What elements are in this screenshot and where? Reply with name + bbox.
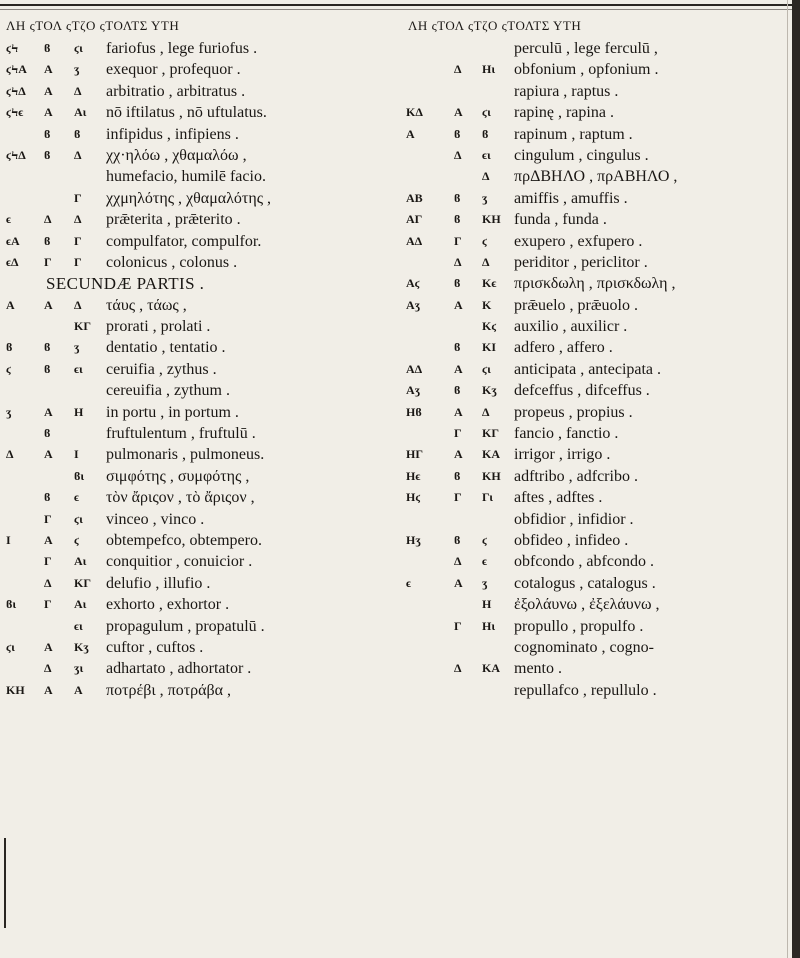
line-ref: ϐ: [44, 340, 51, 355]
line-number: ϛι: [74, 511, 83, 526]
line-ref: ϐ: [454, 532, 461, 547]
errata-row: [406, 680, 786, 701]
line-ref: Α: [454, 404, 463, 419]
errata-row: [406, 231, 786, 252]
errata-text: fruftulentum , fruftulū .: [106, 425, 256, 443]
errata-row: [6, 444, 306, 465]
line-ref: ϐ: [454, 212, 461, 227]
folio-number: ΑΔ: [406, 361, 423, 376]
errata-text: repullafco , repullulo .: [514, 681, 657, 699]
errata-text: compulfator, compulfor.: [106, 232, 262, 250]
errata-text: delufio , illufio .: [106, 574, 211, 592]
errata-text: irrigor , irrigo .: [514, 446, 611, 464]
line-number: Κ: [482, 297, 492, 312]
line-number: ϛ: [74, 532, 80, 547]
errata-text: pulmonaris , pulmoneus.: [106, 446, 265, 464]
errata-text: ἐξολάυνω , ἐξελάυνω ,: [514, 596, 660, 614]
errata-text: perculū , lege ferculū ,: [514, 40, 658, 57]
line-ref: ϐ: [44, 426, 51, 441]
errata-text: obfcondo , abfcondo .: [514, 553, 654, 571]
line-ref: Α: [44, 532, 53, 547]
errata-text: adfero , affero .: [514, 339, 613, 357]
line-ref: Α: [44, 297, 53, 312]
errata-text: cognominato , cogno-: [514, 638, 654, 656]
line-number: Αι: [74, 105, 87, 120]
errata-row: [6, 81, 306, 102]
line-ref: Α: [44, 447, 53, 462]
errata-row: [6, 359, 306, 380]
errata-text: conquitior , conuicior .: [106, 553, 253, 571]
folio-number: ϵ: [406, 575, 412, 590]
errata-row: [406, 124, 786, 145]
errata-row: [406, 209, 786, 230]
line-number: Δ: [74, 297, 82, 312]
errata-row: [6, 145, 306, 166]
errata-row: [406, 102, 786, 123]
errata-text: rapinum , raptum .: [514, 125, 633, 143]
errata-text: πρΔΒΗΛΟ , πρΑΒΗΛΟ ,: [514, 168, 678, 186]
errata-row: [406, 188, 786, 209]
errata-row: [6, 466, 306, 487]
line-ref: ϐ: [44, 126, 51, 141]
errata-row: [406, 59, 786, 80]
folio-number: ΗΓ: [406, 447, 423, 462]
line-ref: Γ: [454, 490, 462, 505]
errata-row: [406, 444, 786, 465]
errata-row: [6, 423, 306, 444]
errata-row: [406, 337, 786, 358]
folio-number: ϛϞΔ: [6, 147, 26, 162]
errata-row: [6, 637, 306, 658]
line-ref: Δ: [44, 212, 52, 227]
line-number: Αι: [74, 597, 87, 612]
line-number: ΚΑ: [482, 661, 500, 676]
errata-text: humefacio, humilē facio.: [106, 168, 266, 186]
errata-row: [406, 402, 786, 423]
errata-text: prǣterita , prǣterito .: [106, 211, 241, 229]
errata-row: [6, 188, 306, 209]
line-ref: Α: [454, 447, 463, 462]
right-column-header: ΛΗ ςΤΟΛ ςΤζΟ ςΤΟΛΤΣ ΥΤΗ: [408, 18, 582, 33]
line-number: Ηι: [482, 618, 496, 633]
errata-row: [406, 551, 786, 572]
line-ref: ϐ: [44, 361, 51, 376]
line-number: Δ: [482, 404, 490, 419]
errata-row: [406, 380, 786, 401]
errata-row: [406, 637, 786, 658]
errata-text: σιμφότης , συμφότης ,: [106, 467, 250, 485]
line-number: ΚΓ: [74, 319, 91, 334]
folio-number: Α: [406, 126, 415, 141]
errata-row: [6, 530, 306, 551]
errata-row: [6, 273, 306, 294]
errata-text: ποτρέβι , ποτράβα ,: [106, 681, 232, 699]
errata-row: [6, 38, 306, 59]
line-number: Δ: [482, 169, 490, 184]
line-ref: ϐ: [44, 233, 51, 248]
errata-text: funda , funda .: [514, 211, 607, 229]
line-number: Ι: [74, 447, 79, 462]
errata-row: [406, 359, 786, 380]
errata-text: fariofus , lege furiofus .: [106, 40, 258, 57]
folio-number: ʒ: [6, 404, 12, 419]
line-number: Δ: [74, 83, 82, 98]
errata-text: aftes , adftes .: [514, 489, 603, 507]
line-ref: Γ: [44, 597, 52, 612]
errata-text: propullo , propulfo .: [514, 617, 644, 635]
errata-row: [6, 337, 306, 358]
errata-text: obfideo , infideo .: [514, 531, 629, 549]
line-number: ΚΗ: [482, 468, 501, 483]
section-heading: SECUNDÆ PARTIS .: [46, 274, 205, 294]
line-ref: Α: [454, 361, 463, 376]
line-number: Γι: [482, 490, 493, 505]
errata-text: πρισκδωλη , πρισκδωλη ,: [514, 275, 676, 293]
errata-row: [6, 680, 306, 701]
folio-number: Ηϐ: [406, 404, 422, 419]
errata-row: [406, 145, 786, 166]
errata-text: defceffus , difceffus .: [514, 382, 650, 400]
line-ref: Α: [44, 105, 53, 120]
line-ref: Γ: [44, 554, 52, 569]
errata-row: [6, 209, 306, 230]
line-number: ϛι: [482, 105, 491, 120]
folio-number: ΑΔ: [406, 233, 423, 248]
folio-number: Ηʒ: [406, 532, 421, 547]
line-number: ϐ: [482, 126, 489, 141]
folio-number: ϛ: [6, 361, 12, 376]
line-number: ϛι: [74, 41, 83, 55]
errata-row: [6, 616, 306, 637]
line-number: Κʒ: [482, 383, 497, 398]
errata-text: amiffis , amuffis .: [514, 189, 628, 207]
errata-text: fancio , fanctio .: [514, 425, 619, 443]
line-ref: Α: [44, 404, 53, 419]
errata-text: obfidior , infidior .: [514, 510, 634, 528]
folio-number: ϛϞΔ: [6, 83, 26, 98]
errata-text: exequor , profequor .: [106, 61, 241, 79]
line-ref: Δ: [454, 62, 462, 77]
line-number: ʒ: [482, 190, 488, 205]
line-ref: Γ: [44, 254, 52, 269]
errata-row: [6, 166, 306, 187]
errata-text: τάυς , τάως ,: [106, 296, 187, 314]
line-ref: Δ: [454, 554, 462, 569]
folio-number: ΚΗ: [6, 682, 25, 697]
line-number: Κϛ: [482, 319, 497, 334]
errata-text: mento .: [514, 660, 562, 678]
folio-number: Ι: [6, 532, 11, 547]
folio-number: ΑΒ: [406, 190, 423, 205]
line-ref: Α: [44, 639, 53, 654]
line-number: Κϵ: [482, 276, 497, 291]
errata-row: [6, 124, 306, 145]
folio-number: ϵΑ: [6, 233, 20, 248]
line-ref: Γ: [454, 233, 462, 248]
folio-number: ϛι: [6, 639, 15, 654]
line-number: ʒι: [74, 661, 84, 676]
errata-row: [406, 295, 786, 316]
line-number: ϵι: [482, 147, 491, 162]
errata-row: [6, 573, 306, 594]
errata-text: cuftor , cuftos .: [106, 638, 204, 656]
errata-row: [406, 81, 786, 102]
line-number: ʒ: [74, 340, 80, 355]
errata-row: [406, 466, 786, 487]
errata-text: periditor , periclitor .: [514, 253, 648, 271]
line-ref: ϐ: [44, 41, 51, 55]
folio-number: Ηϵ: [406, 468, 421, 483]
line-number: ϛ: [482, 532, 488, 547]
errata-row: [406, 423, 786, 444]
line-number: ΚΙ: [482, 340, 497, 355]
errata-text: χχμηλότης , χθαμαλότης ,: [106, 189, 272, 207]
folio-number: ΑΓ: [406, 212, 423, 227]
line-number: ΚΗ: [482, 212, 501, 227]
line-number: Γ: [74, 254, 82, 269]
right-column: [406, 38, 786, 701]
errata-row: [6, 316, 306, 337]
errata-text: propagulum , propatulū .: [106, 617, 265, 635]
line-number: ΚΓ: [482, 426, 499, 441]
errata-row: [406, 616, 786, 637]
errata-text: vinceo , vinco .: [106, 510, 205, 528]
errata-text: dentatio , tentatio .: [106, 339, 226, 357]
line-ref: Α: [454, 105, 463, 120]
errata-text: propeus , propius .: [514, 403, 633, 421]
line-ref: ϐ: [454, 190, 461, 205]
errata-text: adhartato , adhortator .: [106, 660, 252, 678]
errata-text: cereuifia , zythum .: [106, 382, 230, 400]
line-ref: ϐ: [454, 340, 461, 355]
errata-row: [6, 551, 306, 572]
line-number: ϐι: [74, 468, 85, 483]
line-ref: ϐ: [44, 147, 51, 162]
errata-row: [406, 530, 786, 551]
line-ref: Δ: [44, 661, 52, 676]
line-number: Γ: [74, 190, 82, 205]
line-number: ʒ: [74, 62, 80, 77]
errata-text: prorati , prolati .: [106, 318, 211, 336]
errata-text: in portu , in portum .: [106, 403, 239, 421]
folio-number: Αʒ: [406, 297, 421, 312]
line-ref: Α: [44, 62, 53, 77]
errata-row: [406, 38, 786, 59]
line-number: Δ: [74, 147, 82, 162]
errata-text: ceruifia , zythus .: [106, 360, 217, 378]
line-ref: ϐ: [454, 383, 461, 398]
folio-number: ϛϞ: [6, 41, 19, 55]
errata-text: cingulum , cingulus .: [514, 146, 649, 164]
errata-text: obfonium , opfonium .: [514, 61, 659, 79]
line-number: ϵι: [74, 618, 83, 633]
errata-text: anticipata , antecipata .: [514, 360, 662, 378]
errata-text: χχ·ηλόω , χθαμαλόω ,: [106, 146, 247, 164]
errata-row: [6, 295, 306, 316]
errata-row: [406, 273, 786, 294]
line-ref: Δ: [44, 575, 52, 590]
errata-text: rapiura , raptus .: [514, 82, 619, 100]
line-ref: Α: [44, 83, 53, 98]
errata-row: [406, 166, 786, 187]
errata-row: [6, 59, 306, 80]
folio-number: Δ: [6, 447, 14, 462]
line-ref: Γ: [44, 511, 52, 526]
line-number: ϵι: [74, 361, 83, 376]
errata-text: arbitratio , arbitratus .: [106, 82, 246, 100]
line-number: Δ: [74, 212, 82, 227]
line-ref: Γ: [454, 426, 462, 441]
folio-number: Α: [6, 297, 15, 312]
line-number: Κʒ: [74, 639, 89, 654]
line-number: Ηι: [482, 62, 496, 77]
errata-row: [6, 658, 306, 679]
errata-text: auxilio , auxilicr .: [514, 318, 628, 336]
line-number: ϵ: [74, 490, 80, 505]
folio-number: ϵΔ: [6, 254, 19, 269]
line-ref: Δ: [454, 147, 462, 162]
line-number: ϛ: [482, 233, 488, 248]
errata-row: [6, 102, 306, 123]
line-number: Α: [74, 682, 83, 697]
errata-row: [6, 380, 306, 401]
line-ref: Γ: [454, 618, 462, 633]
errata-text: adftribo , adfcribo .: [514, 467, 638, 485]
errata-row: [406, 509, 786, 530]
line-number: ϛι: [482, 361, 491, 376]
line-ref: ϐ: [454, 468, 461, 483]
folio-number: ϐι: [6, 597, 17, 612]
folio-number: Αʒ: [406, 383, 421, 398]
errata-row: [6, 402, 306, 423]
line-number: Γ: [74, 233, 82, 248]
errata-text: colonicus , colonus .: [106, 253, 238, 271]
errata-row: [6, 252, 306, 273]
line-ref: ϐ: [454, 126, 461, 141]
errata-text: exhorto , exhortor .: [106, 596, 230, 614]
folio-number: ϐ: [6, 340, 13, 355]
errata-row: [6, 231, 306, 252]
errata-row: [406, 594, 786, 615]
line-ref: Α: [454, 297, 463, 312]
line-ref: Α: [44, 682, 53, 697]
folio-number: Ηϛ: [406, 490, 421, 505]
errata-row: [6, 594, 306, 615]
errata-text: nō iftilatus , nō uftulatus.: [106, 104, 267, 122]
errata-row: [406, 252, 786, 273]
left-column-header: ΛΗ ςΤΟΛ ςΤζΟ ςΤΟΛΤΣ ΥΤΗ: [6, 18, 180, 33]
errata-text: rapinę , rapina .: [514, 104, 614, 122]
line-ref: Α: [454, 575, 463, 590]
errata-row: [406, 316, 786, 337]
line-number: Δ: [482, 254, 490, 269]
line-number: Η: [482, 597, 492, 612]
folio-number: ϛϞΑ: [6, 62, 27, 77]
errata-row: [406, 573, 786, 594]
errata-text: infipidus , infipiens .: [106, 125, 239, 143]
line-ref: ϐ: [454, 276, 461, 291]
errata-text: exupero , exfupero .: [514, 232, 643, 250]
errata-text: prǣuelo , prǣuolo .: [514, 296, 638, 314]
errata-row: [6, 509, 306, 530]
folio-number: ϛϞϵ: [6, 105, 24, 120]
folio-number: Αϛ: [406, 276, 420, 291]
line-ref: Δ: [454, 254, 462, 269]
errata-row: [406, 658, 786, 679]
errata-page: [0, 8, 790, 958]
line-number: ΚΓ: [74, 575, 91, 590]
line-number: Αι: [74, 554, 87, 569]
errata-row: [406, 487, 786, 508]
left-column: [6, 38, 306, 701]
line-number: ʒ: [482, 575, 488, 590]
errata-row: [6, 487, 306, 508]
errata-text: cotalogus , catalogus .: [514, 574, 656, 592]
line-number: ΚΑ: [482, 447, 500, 462]
folio-number: ϵ: [6, 212, 12, 227]
top-rule: [0, 4, 800, 6]
line-ref: ϐ: [44, 490, 51, 505]
errata-text: τὸν ἄριςον , τὸ ἄριςον ,: [106, 489, 255, 507]
line-number: ϐ: [74, 126, 81, 141]
folio-number: ΚΔ: [406, 105, 423, 120]
line-number: Η: [74, 404, 84, 419]
line-ref: Δ: [454, 661, 462, 676]
line-number: ϵ: [482, 554, 488, 569]
errata-text: obtempefco, obtempero.: [106, 531, 262, 549]
